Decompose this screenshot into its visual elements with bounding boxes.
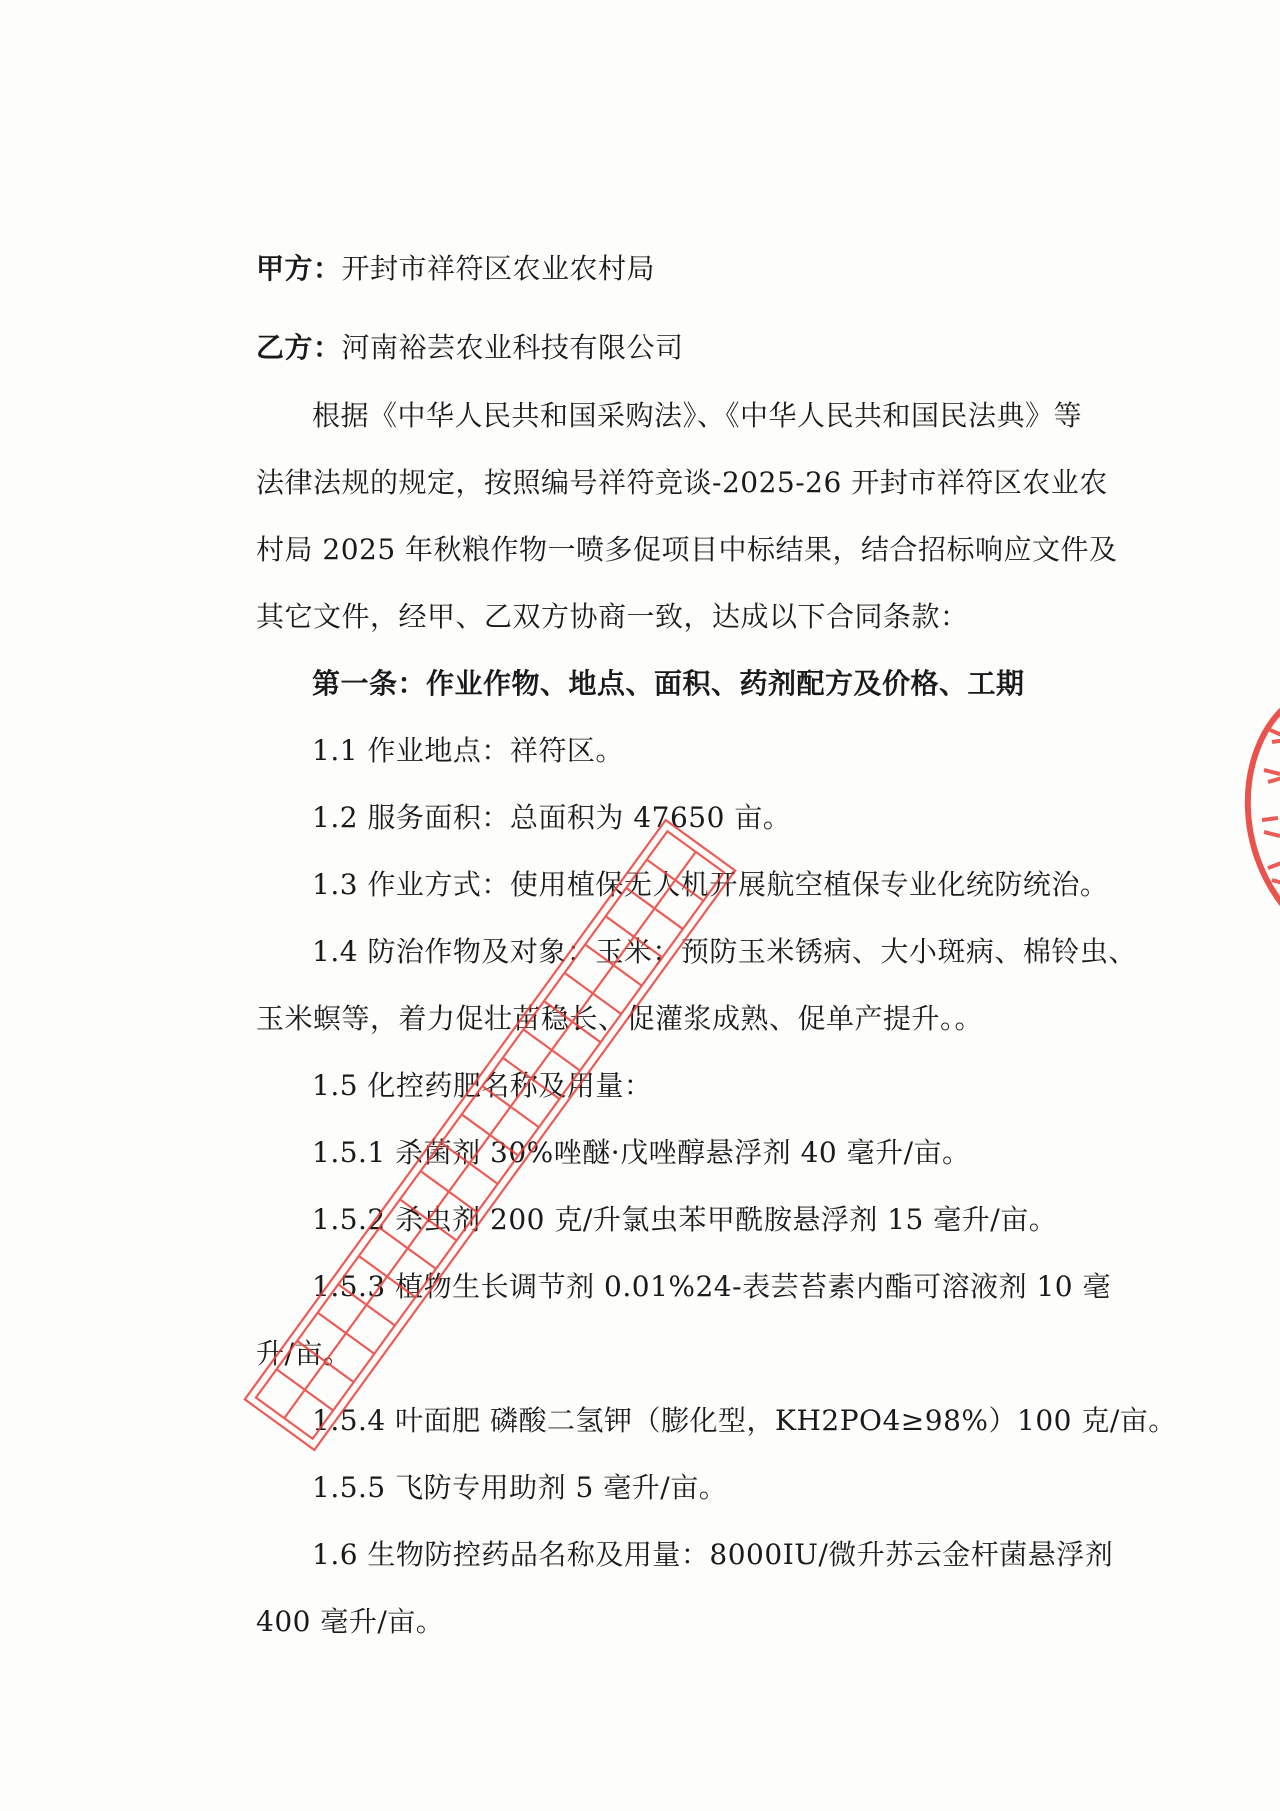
clause-1-3: 1.3 作业方式：使用植保无人机开展航空植保专业化统防统治。 (312, 868, 1109, 901)
clause-1-4-line-2: 玉米螟等，着力促壮苗稳长、促灌浆成熟、促单产提升。。 (256, 1002, 984, 1035)
clause-1-5: 1.5 化控药肥名称及用量： (312, 1069, 653, 1102)
clause-1-5-1: 1.5.1 杀菌剂 30%唑醚·戊唑醇悬浮剂 40 毫升/亩。 (312, 1136, 971, 1169)
clause-1-6-line-1: 1.6 生物防控药品名称及用量：8000IU/微升苏云金杆菌悬浮剂 (312, 1538, 1114, 1571)
clause-1-5-4: 1.5.4 叶面肥 磷酸二氢钾（膨化型，KH2PO4≥98%）100 克/亩。 (312, 1404, 1177, 1437)
clause-1-6-line-2: 400 毫升/亩。 (256, 1605, 445, 1638)
clause-1-5-5: 1.5.5 飞防专用助剂 5 毫升/亩。 (312, 1471, 728, 1504)
party-b-label: 乙方： (256, 331, 342, 364)
clause-1-5-2: 1.5.2 杀虫剂 200 克/升氯虫苯甲酰胺悬浮剂 15 毫升/亩。 (312, 1203, 1058, 1236)
clause-1-2: 1.2 服务面积：总面积为 47650 亩。 (312, 801, 792, 834)
partial-red-seal (1240, 690, 1280, 930)
clause-1-5-3-line-2: 升/亩。 (256, 1337, 352, 1370)
party-a-line (256, 249, 655, 289)
preamble-line-1: 根据《中华人民共和国采购法》、《中华人民共和国民法典》等 (312, 399, 1083, 432)
partial-red-seal-graphic (1240, 690, 1280, 930)
clause-1-1: 1.1 作业地点：祥符区。 (312, 734, 624, 767)
party-a-label: 甲方： (256, 252, 342, 285)
clause-1-4-line-1: 1.4 防治作物及对象：玉米；预防玉米锈病、大小斑病、棉铃虫、 (312, 935, 1137, 968)
clause-1-5-3-line-1: 1.5.3 植物生长调节剂 0.01%24-表芸苔素内酯可溶液剂 10 毫 (312, 1270, 1112, 1303)
party-a-name: 开封市祥符区农业农村局 (341, 252, 656, 285)
preamble-line-2: 法律法规的规定，按照编号祥符竞谈-2025-26 开封市祥符区农业农 (256, 466, 1108, 499)
preamble-line-4: 其它文件，经甲、乙双方协商一致，达成以下合同条款： (256, 600, 969, 633)
article-1-title: 第一条：作业作物、地点、面积、药剂配方及价格、工期 (312, 667, 1025, 700)
preamble-line-3: 村局 2025 年秋粮作物一喷多促项目中标结果，结合招标响应文件及 (256, 533, 1118, 566)
party-b-line (256, 328, 684, 368)
party-b-name: 河南裕芸农业科技有限公司 (341, 331, 684, 364)
